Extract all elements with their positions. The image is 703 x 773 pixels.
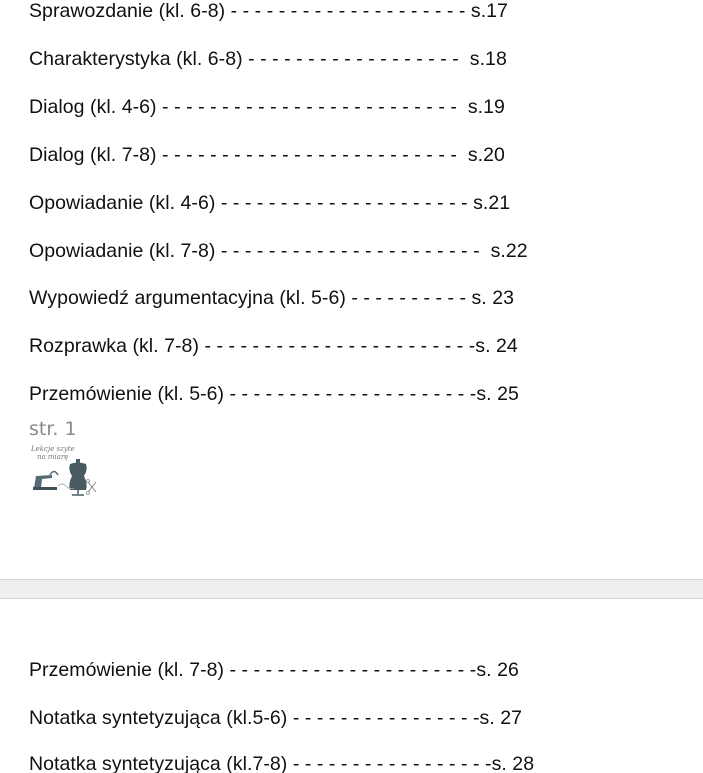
toc-entry-title: Przemówienie (kl. 7-8) <box>29 659 225 681</box>
toc-entry[interactable] <box>29 2 508 22</box>
toc-entry-title: Opowiadanie (kl. 4-6) <box>29 192 216 214</box>
toc-entry-title: Rozprawka (kl. 7-8) <box>29 335 199 357</box>
toc-entry-leader: - - - - - - - - - - - - - - - - - - - - - - - <box>199 335 476 357</box>
toc-entry-page: s. 28 <box>491 753 535 773</box>
toc-entry-page: s. 25 <box>476 383 519 405</box>
toc-entry-page: s.21 <box>473 192 511 214</box>
toc-entry-leader: - - - - - - - - - - - - - - - - - - - - - <box>215 192 474 214</box>
toc-entry[interactable] <box>29 709 522 729</box>
toc-entry-title: Notatka syntetyzująca (kl.5-6) <box>29 707 288 729</box>
toc-entry-title: Dialog (kl. 4-6) <box>29 96 157 118</box>
toc-entry-page: s.17 <box>470 0 508 22</box>
toc-entry-title: Notatka syntetyzująca (kl.7-8) <box>29 753 288 773</box>
toc-entry[interactable] <box>29 661 519 681</box>
toc-entry-title: Opowiadanie (kl. 7-8) <box>29 240 216 262</box>
toc-entry[interactable] <box>29 242 528 262</box>
toc-entry-leader: - - - - - - - - - - - - - - - - - - - - <box>225 0 471 22</box>
page-number-footer: str. 1 <box>29 418 77 440</box>
toc-entry-page: s. 26 <box>476 659 519 681</box>
toc-entry[interactable] <box>29 98 505 118</box>
toc-entry[interactable] <box>29 146 505 166</box>
toc-entry-page: s. 24 <box>475 335 518 357</box>
toc-entry-title: Przemówienie (kl. 5-6) <box>29 383 225 405</box>
toc-entry-page: s.18 <box>469 48 507 70</box>
toc-entry-leader: - - - - - - - - - - <box>345 287 472 309</box>
toc-entry-page: s.19 <box>467 96 505 118</box>
document-page-2 <box>0 599 703 773</box>
logo-text-line-2: na miarę <box>37 453 69 461</box>
toc-entry-page: s. 27 <box>479 707 523 729</box>
toc-entry-title: Charakterystyka (kl. 6-8) <box>29 48 243 70</box>
toc-entry[interactable] <box>29 289 514 309</box>
toc-entry-page: s.20 <box>467 144 505 166</box>
toc-entry-leader: - - - - - - - - - - - - - - - - - - - - - <box>224 659 477 681</box>
toc-entry-leader: - - - - - - - - - - - - - - - - - <box>287 753 492 773</box>
toc-entry-leader: - - - - - - - - - - - - - - - - - - - - - - - - - <box>156 96 468 118</box>
toc-entry[interactable] <box>29 337 518 357</box>
toc-entry-leader: - - - - - - - - - - - - - - - - <box>287 707 480 729</box>
toc-entry[interactable] <box>29 194 510 214</box>
toc-entry-leader: - - - - - - - - - - - - - - - - - - <box>242 48 470 70</box>
toc-entry-leader: - - - - - - - - - - - - - - - - - - - - - <box>224 383 477 405</box>
logo-text-line-1: Lekcje szyte <box>31 445 75 453</box>
page-separator <box>0 579 703 599</box>
toc-entry-title: Dialog (kl. 7-8) <box>29 144 157 166</box>
toc-entry[interactable] <box>29 755 534 773</box>
toc-entry-title: Wypowiedź argumentacyjna (kl. 5-6) <box>29 287 346 309</box>
toc-entry[interactable] <box>29 50 507 70</box>
toc-entry[interactable] <box>29 385 519 405</box>
logo-sewing-icon <box>28 442 98 496</box>
toc-entry-page: s.22 <box>490 240 528 262</box>
toc-entry-leader: - - - - - - - - - - - - - - - - - - - - - - <box>215 240 491 262</box>
toc-entry-page: s. 23 <box>471 287 515 309</box>
toc-entry-title: Sprawozdanie (kl. 6-8) <box>29 0 226 22</box>
toc-entry-leader: - - - - - - - - - - - - - - - - - - - - - - - - - <box>156 144 468 166</box>
